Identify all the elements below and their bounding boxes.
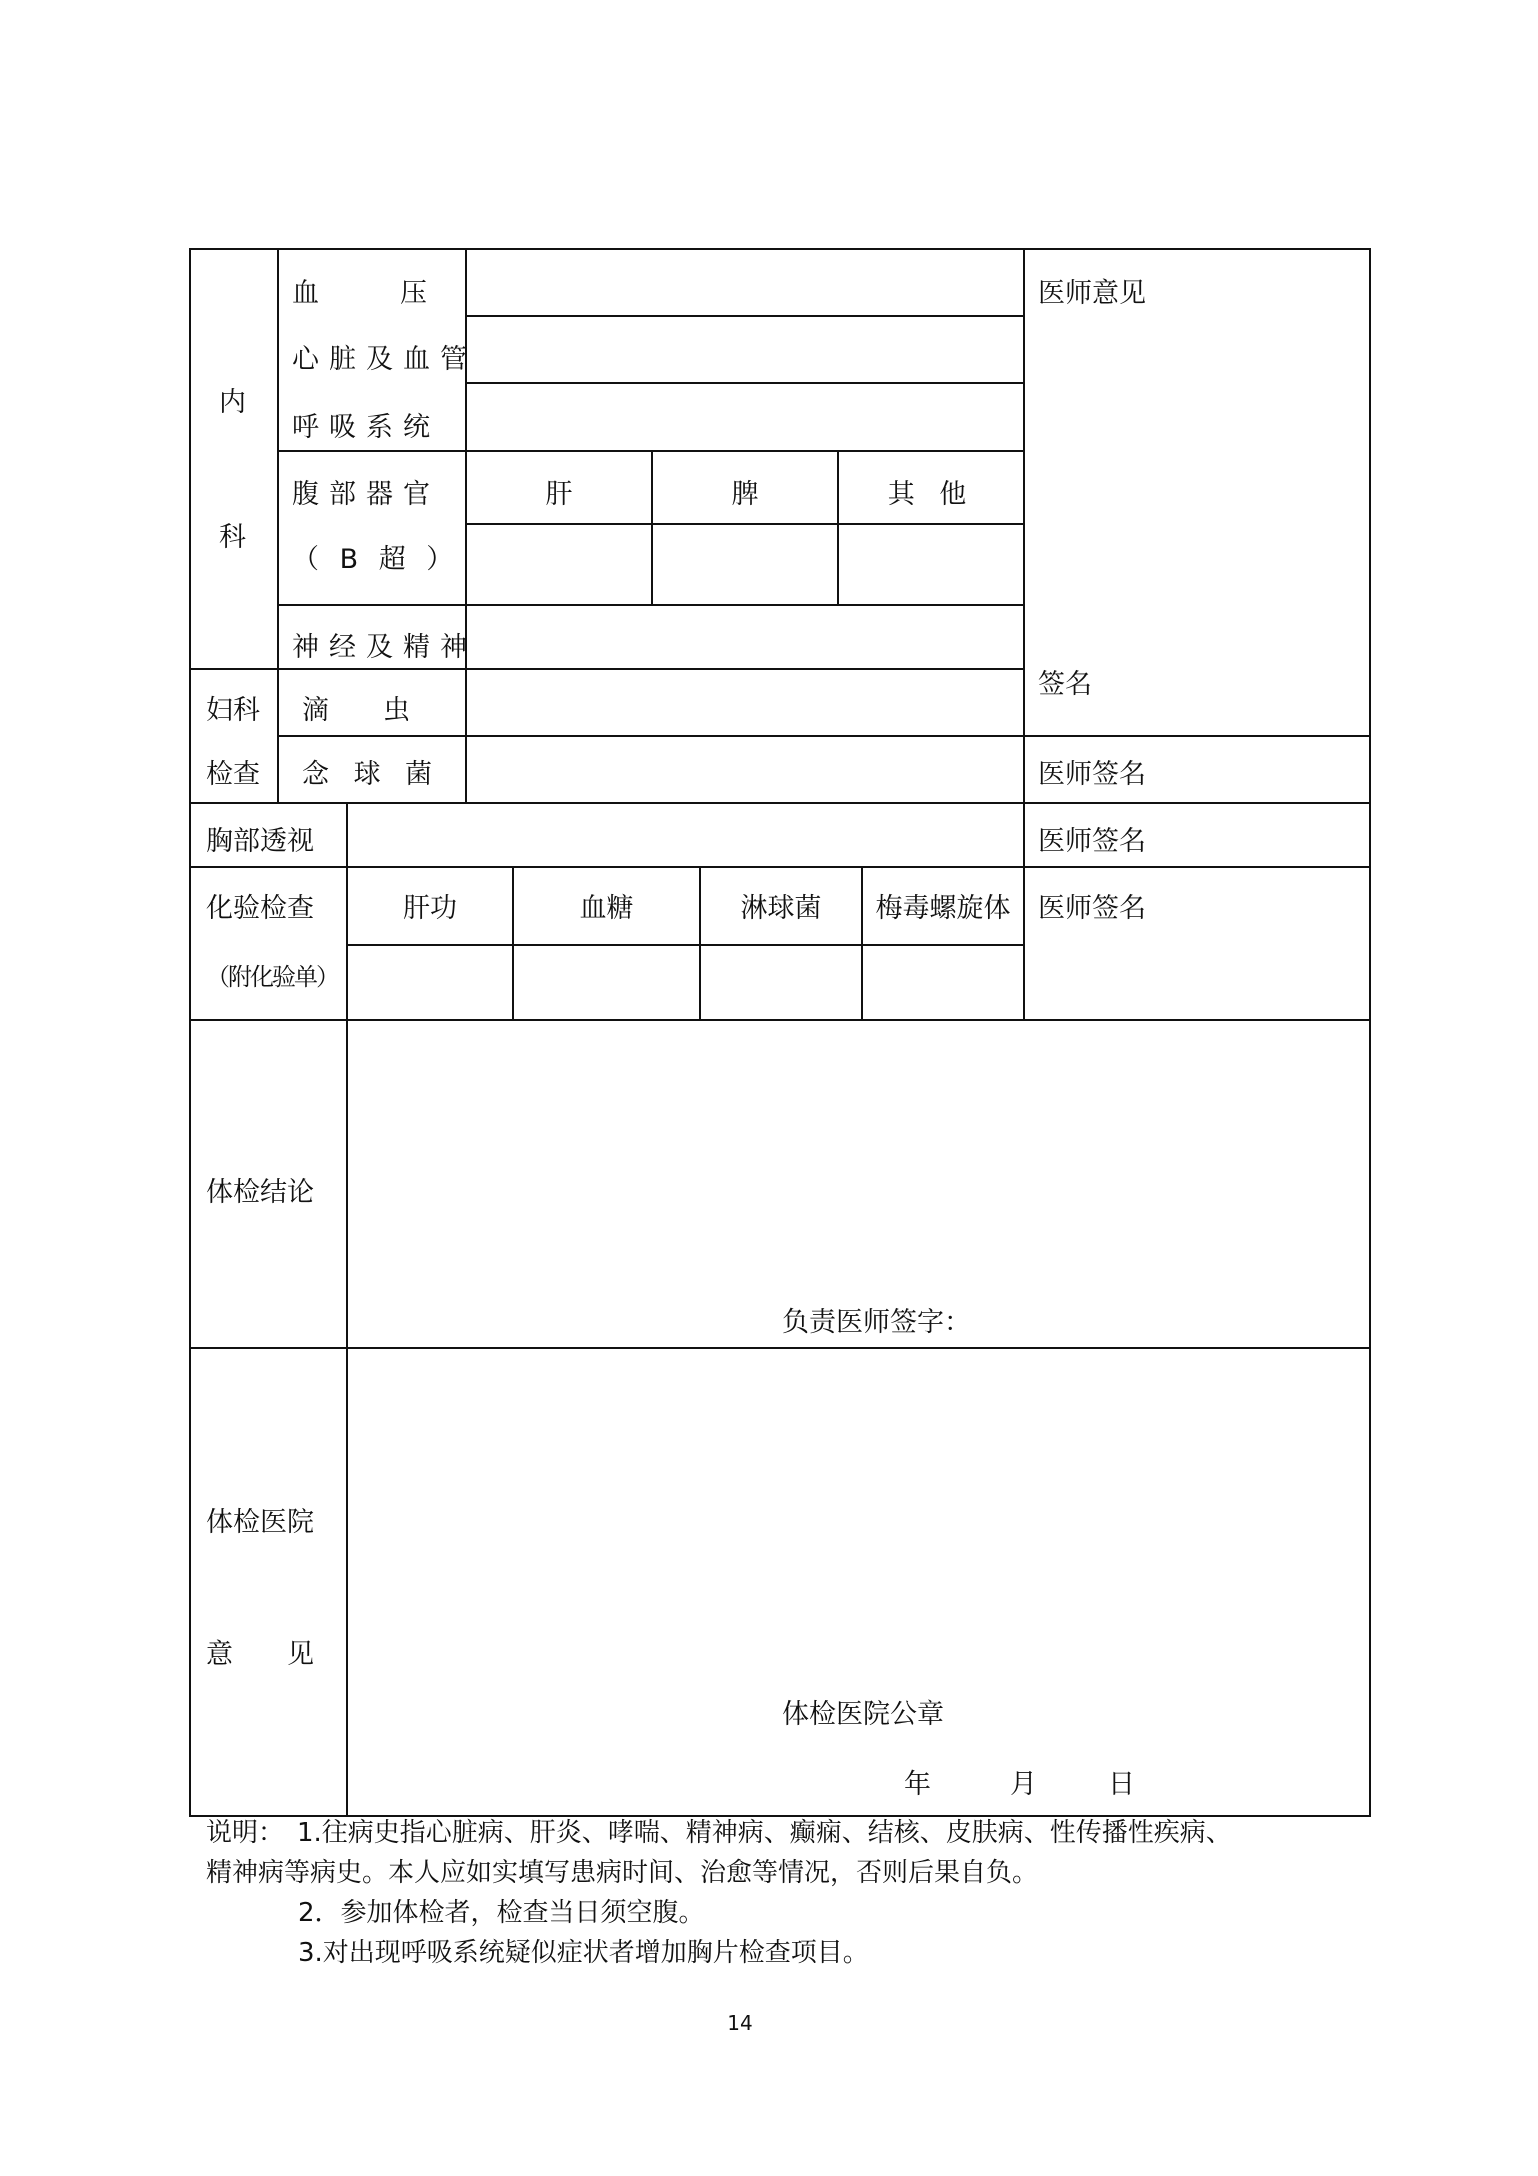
- chest-field[interactable]: [349, 805, 1022, 865]
- conclusion-doctor-sign-label: 负责医师签字：: [782, 1307, 971, 1338]
- trichomonas-label: 滴 虫: [302, 695, 410, 726]
- other-header: 其 他: [887, 479, 975, 510]
- conclusion-field[interactable]: [349, 1022, 1368, 1302]
- note-line-4: 3.对出现呼吸系统疑似症状者增加胸片检查项目。: [298, 1938, 869, 1968]
- internal-dept-char-2: 科: [219, 522, 246, 553]
- abdomen-label: 腹部器官: [292, 479, 440, 510]
- internal-sign-label: 签名: [1038, 669, 1092, 700]
- page-number: 14: [727, 2011, 753, 2035]
- lab-col-blood-sugar: 血糖: [579, 893, 634, 924]
- trichomonas-field[interactable]: [468, 671, 1022, 734]
- note-line-1: 说明： 1.往病史指心脏病、肝炎、哮喘、精神病、癫痫、结核、皮肤病、性传播性疾病、: [206, 1818, 1232, 1848]
- other-field[interactable]: [840, 526, 1022, 603]
- liver-field[interactable]: [468, 526, 650, 603]
- internal-dept-char-1: 内: [219, 387, 246, 418]
- blood-pressure-label: 血 压: [292, 278, 427, 309]
- hospital-seal-label: 体检医院公章: [782, 1699, 944, 1730]
- hospital-opinion-field[interactable]: [349, 1350, 1368, 1670]
- neuro-label: 神经及精神: [292, 632, 477, 663]
- lab-sublabel: （附化验单）: [206, 963, 338, 991]
- respiratory-field[interactable]: [468, 385, 1022, 449]
- gyn-dept-line-2: 检查: [206, 759, 260, 790]
- note-line-2: 精神病等病史。本人应如实填写患病时间、治愈等情况，否则后果自负。: [206, 1858, 1039, 1888]
- doctor-opinion-label: 医师意见: [1038, 278, 1146, 309]
- spleen-header: 脾: [731, 479, 759, 510]
- lab-liver-function-field[interactable]: [349, 947, 511, 1018]
- lab-doctor-sign-label: 医师签名: [1038, 893, 1146, 924]
- hospital-label-line-1: 体检医院: [206, 1507, 314, 1538]
- gonococcus-field[interactable]: [468, 738, 1022, 801]
- chest-doctor-sign-label: 医师签名: [1038, 826, 1146, 857]
- lab-blood-sugar-field[interactable]: [515, 947, 698, 1018]
- lab-col-syphilis: 梅毒螺旋体: [875, 893, 1011, 924]
- doctor-opinion-field[interactable]: [1026, 320, 1368, 660]
- lab-syphilis-field[interactable]: [864, 947, 1022, 1018]
- lab-label: 化验检查: [206, 893, 314, 924]
- note-line-3: 2．参加体检者，检查当日须空腹。: [298, 1898, 705, 1928]
- chest-label: 胸部透视: [206, 826, 314, 857]
- heart-label: 心脏及血管: [292, 344, 477, 375]
- hospital-label-line-2: 意 见: [206, 1639, 314, 1670]
- spleen-field[interactable]: [654, 526, 836, 603]
- conclusion-label: 体检结论: [206, 1177, 314, 1208]
- date-month-label: 月: [1010, 1769, 1037, 1800]
- neuro-field[interactable]: [468, 607, 1022, 667]
- heart-field[interactable]: [468, 318, 1022, 381]
- lab-col-liver-function: 肝功: [403, 893, 457, 924]
- bscan-label: （ B 超 ）: [292, 544, 460, 575]
- gonococcus-label: 念 球 菌: [302, 759, 441, 790]
- gyn-dept-line-1: 妇科: [206, 695, 260, 726]
- liver-header: 肝: [545, 479, 573, 510]
- date-day-label: 日: [1108, 1769, 1135, 1800]
- blood-pressure-field[interactable]: [468, 251, 1022, 314]
- lab-col-gonorrhea: 淋球菌: [740, 893, 822, 924]
- lab-gonorrhea-field[interactable]: [702, 947, 860, 1018]
- respiratory-label: 呼吸系统: [292, 412, 440, 443]
- date-year-label: 年: [904, 1769, 931, 1800]
- gyn-doctor-sign-label: 医师签名: [1038, 759, 1146, 790]
